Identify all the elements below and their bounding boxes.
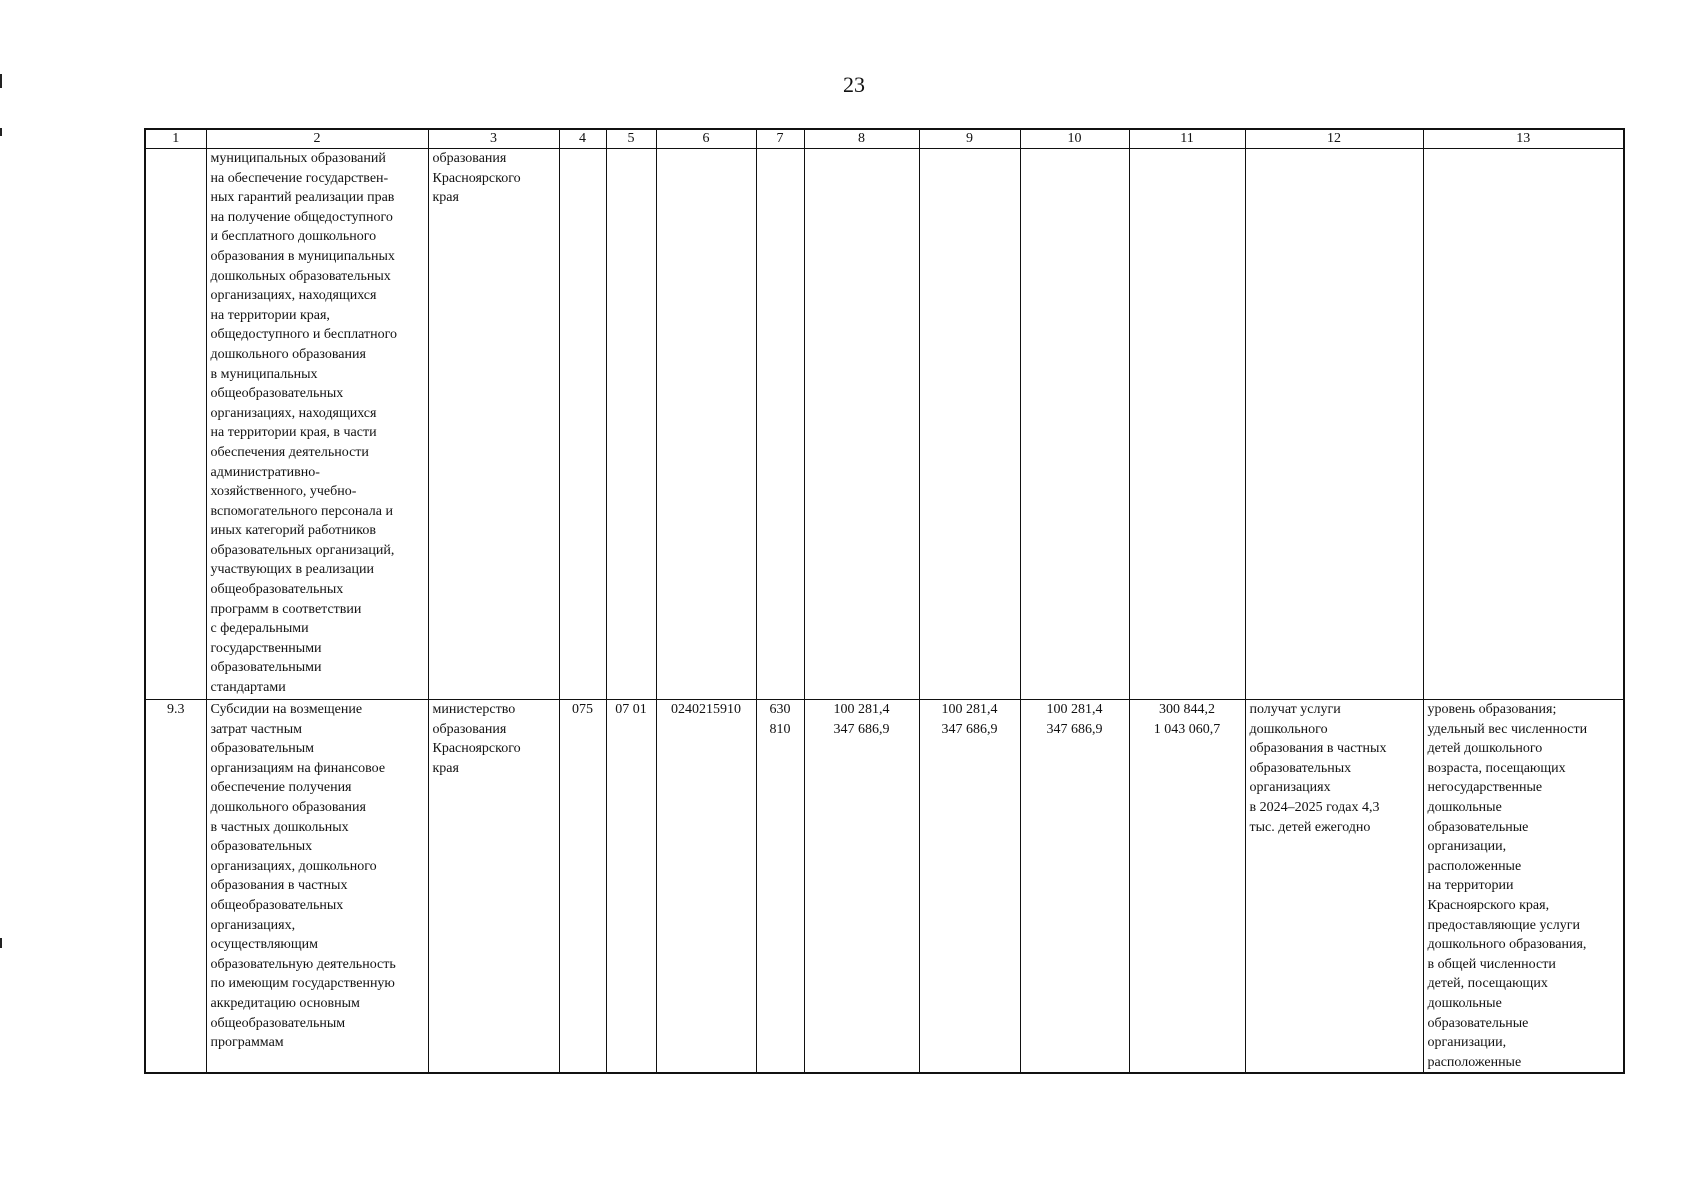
cell-text-line: административно- bbox=[210, 464, 320, 480]
column-header-8: 8 bbox=[804, 129, 919, 149]
cell-text-line: в 2024–2025 годах 4,3 bbox=[1249, 799, 1380, 815]
column-header-13: 13 bbox=[1423, 129, 1624, 149]
scan-edge-mark-bottom bbox=[0, 938, 2, 948]
cell-text-line: общеобразовательным bbox=[210, 1015, 346, 1031]
cell-text-line: обеспечение получения bbox=[210, 780, 352, 796]
cell-text-line: дошкольных образовательных bbox=[210, 268, 391, 284]
cell-text-line: программам bbox=[210, 1035, 284, 1051]
table-cell-col-1 bbox=[145, 149, 206, 700]
table-cell-col-7 bbox=[756, 700, 804, 1074]
cell-text-line: образования bbox=[432, 151, 507, 166]
cell-text-line: организации, bbox=[1427, 1035, 1507, 1051]
table-cell-col-9 bbox=[919, 149, 1020, 700]
column-header-4: 4 bbox=[559, 129, 606, 149]
cell-text-line: удельный вес численности bbox=[1427, 721, 1588, 737]
cell-text-line: государственными bbox=[210, 640, 322, 656]
cell-text-line: общеобразовательных bbox=[210, 582, 344, 598]
cell-text-line: дошкольные bbox=[1427, 799, 1502, 815]
column-header-12: 12 bbox=[1245, 129, 1423, 149]
cell-text-line: образовательные bbox=[1427, 1015, 1529, 1031]
table-cell-col-12 bbox=[1245, 700, 1423, 1074]
cell-text-line: ных гарантий реализации прав bbox=[210, 190, 395, 206]
cell-text-line: затрат частным bbox=[210, 721, 302, 737]
table-row bbox=[145, 149, 1624, 700]
cell-text-line: 630 bbox=[769, 702, 791, 717]
cell-text-line: 347 686,9 bbox=[1046, 721, 1103, 737]
table-cell-col-4 bbox=[559, 149, 606, 700]
table-cell-col-8 bbox=[804, 700, 919, 1074]
cell-text-line: министерство bbox=[432, 702, 516, 717]
cell-text-line: образования в муниципальных bbox=[210, 248, 395, 264]
table-cell-col-5: 07 01 bbox=[606, 700, 656, 1074]
cell-text-line: Красноярского края, bbox=[1427, 897, 1550, 913]
cell-text-line: общедоступного и бесплатного bbox=[210, 327, 397, 343]
cell-text-line: организациях, дошкольного bbox=[210, 858, 377, 874]
cell-text-line: 100 281,4 bbox=[1046, 702, 1103, 717]
table-cell-col-11 bbox=[1129, 149, 1245, 700]
cell-text-line: в общей численности bbox=[1427, 956, 1556, 972]
cell-text-line: края bbox=[432, 760, 459, 776]
cell-text-line: дошкольного образования, bbox=[1427, 937, 1587, 953]
cell-text-line: 347 686,9 bbox=[941, 721, 998, 737]
column-header-11: 11 bbox=[1129, 129, 1245, 149]
cell-text-line: на территории края, bbox=[210, 307, 330, 323]
budget-table bbox=[144, 128, 1625, 1074]
cell-text-line: на получение общедоступного bbox=[210, 209, 393, 225]
cell-text-line: организации, bbox=[1427, 839, 1507, 855]
cell-text-line: образовательных bbox=[210, 839, 313, 855]
cell-text-line: образовательные bbox=[1427, 819, 1529, 835]
table-cell-col-13 bbox=[1423, 149, 1624, 700]
table-cell-col-3 bbox=[428, 700, 559, 1074]
column-header-6: 6 bbox=[656, 129, 756, 149]
cell-text-line: хозяйственного, учебно- bbox=[210, 484, 357, 500]
cell-text-line: общеобразовательных bbox=[210, 386, 344, 402]
column-number-header-row bbox=[145, 129, 1624, 149]
table-cell-col-10 bbox=[1020, 700, 1129, 1074]
cell-text-line: в частных дошкольных bbox=[210, 819, 349, 835]
column-header-5: 5 bbox=[606, 129, 656, 149]
table-cell-col-11 bbox=[1129, 700, 1245, 1074]
column-header-3: 3 bbox=[428, 129, 559, 149]
table-cell-col-8 bbox=[804, 149, 919, 700]
table-cell-col-2 bbox=[206, 149, 428, 700]
cell-text-line: расположенные bbox=[1427, 858, 1522, 874]
table-cell-col-1: 9.3 bbox=[145, 700, 206, 1074]
cell-text-line: в муниципальных bbox=[210, 366, 318, 382]
table-cell-col-4: 075 bbox=[559, 700, 606, 1074]
table-cell-col-7 bbox=[756, 149, 804, 700]
cell-text-line: иных категорий работников bbox=[210, 523, 376, 539]
cell-text-line: и бесплатного дошкольного bbox=[210, 229, 377, 245]
column-header-1: 1 bbox=[145, 129, 206, 149]
column-header-7: 7 bbox=[756, 129, 804, 149]
cell-text-line: образования в частных bbox=[1249, 741, 1387, 757]
table-cell-col-6: 0240215910 bbox=[656, 700, 756, 1074]
cell-text-line: Субсидии на возмещение bbox=[210, 702, 363, 717]
table-row bbox=[145, 700, 1624, 1074]
cell-text-line: дошкольного образования bbox=[210, 346, 366, 362]
table-cell-col-10 bbox=[1020, 149, 1129, 700]
cell-text-line: дошкольные bbox=[1427, 995, 1502, 1011]
cell-text-line: детей дошкольного bbox=[1427, 741, 1543, 757]
table-cell-col-13 bbox=[1423, 700, 1624, 1074]
cell-text-line: 100 281,4 bbox=[833, 702, 890, 717]
cell-text-line: предоставляющие услуги bbox=[1427, 917, 1580, 933]
table-cell-col-9 bbox=[919, 700, 1020, 1074]
cell-text-line: тыс. детей ежегодно bbox=[1249, 819, 1371, 835]
table-cell-col-3 bbox=[428, 149, 559, 700]
table-cell-col-12 bbox=[1245, 149, 1423, 700]
cell-text-line: 1 043 060,7 bbox=[1153, 721, 1221, 737]
cell-text-line: стандартами bbox=[210, 680, 286, 696]
cell-text-line: с федеральными bbox=[210, 621, 309, 637]
scan-edge-mark-mid bbox=[0, 128, 2, 136]
cell-text-line: обеспечения деятельности bbox=[210, 444, 369, 460]
cell-text-line: детей, посещающих bbox=[1427, 976, 1548, 992]
cell-text-line: участвующих в реализации bbox=[210, 562, 374, 578]
cell-text-line: муниципальных образований bbox=[210, 151, 386, 166]
cell-text-line: по имеющим государственную bbox=[210, 976, 395, 992]
table-cell-col-5 bbox=[606, 149, 656, 700]
column-header-2: 2 bbox=[206, 129, 428, 149]
scan-edge-mark-top bbox=[0, 74, 2, 88]
cell-text-line: 300 844,2 bbox=[1159, 702, 1215, 717]
cell-text-line: общеобразовательных bbox=[210, 897, 344, 913]
cell-text-line: образовательных bbox=[1249, 760, 1352, 776]
column-header-9: 9 bbox=[919, 129, 1020, 149]
cell-text-line: края bbox=[432, 190, 459, 206]
cell-text-line: организациях, находящихся bbox=[210, 405, 377, 421]
cell-text-line: организациях, bbox=[210, 917, 296, 933]
cell-text-line: 347 686,9 bbox=[833, 721, 890, 737]
cell-text-line: образования bbox=[432, 721, 507, 737]
cell-text-line: на обеспечение государствен- bbox=[210, 170, 389, 186]
cell-text-line: программ в соответствии bbox=[210, 601, 362, 617]
cell-text-line: образовательных организаций, bbox=[210, 542, 395, 558]
cell-text-line: вспомогательного персонала и bbox=[210, 503, 393, 519]
cell-text-line: возраста, посещающих bbox=[1427, 760, 1566, 776]
cell-text-line: Красноярского bbox=[432, 170, 521, 186]
cell-text-line: организациях bbox=[1249, 780, 1331, 796]
cell-text-line: 810 bbox=[769, 721, 791, 737]
cell-text-line: аккредитацию основным bbox=[210, 995, 360, 1011]
cell-text-line: получат услуги bbox=[1249, 702, 1341, 717]
page-number: 23 bbox=[843, 72, 865, 97]
cell-text-line: осуществляющим bbox=[210, 937, 318, 953]
cell-text-line: дошкольного образования bbox=[210, 799, 366, 815]
cell-text-line: уровень образования; bbox=[1427, 702, 1557, 717]
cell-text-line: образовательную деятельность bbox=[210, 956, 396, 972]
cell-text-line: дошкольного bbox=[1249, 721, 1328, 737]
cell-text-line: организациям на финансовое bbox=[210, 760, 386, 776]
cell-text-line: 100 281,4 bbox=[941, 702, 998, 717]
cell-text-line: организациях, находящихся bbox=[210, 288, 377, 304]
cell-text-line: образования в частных bbox=[210, 878, 348, 894]
cell-text-line: образовательным bbox=[210, 741, 315, 757]
cell-text-line: образовательными bbox=[210, 660, 322, 676]
cell-text-line: негосударственные bbox=[1427, 780, 1543, 796]
column-header-10: 10 bbox=[1020, 129, 1129, 149]
cell-text-line: на территории bbox=[1427, 878, 1514, 894]
table-cell-col-2 bbox=[206, 700, 428, 1074]
cell-text-line: на территории края, в части bbox=[210, 425, 377, 441]
cell-text-line: Красноярского bbox=[432, 741, 521, 757]
cell-text-line: расположенные bbox=[1427, 1054, 1522, 1070]
table-cell-col-6 bbox=[656, 149, 756, 700]
